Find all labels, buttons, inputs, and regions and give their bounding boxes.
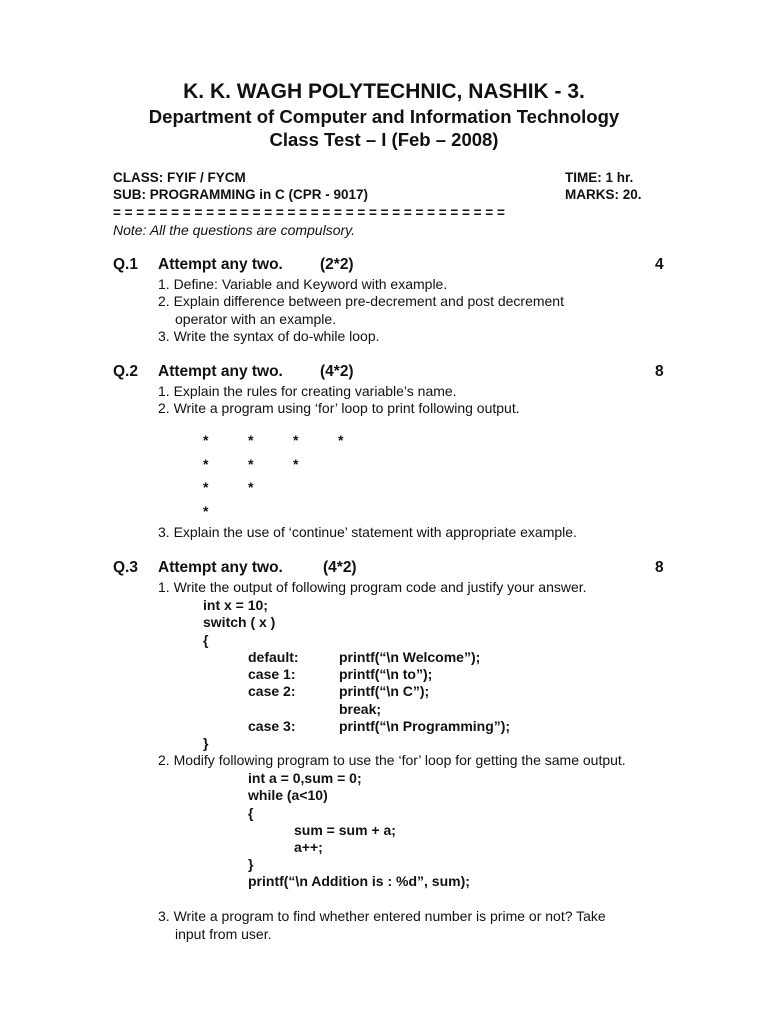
code1-stmt-default: printf(“\n Welcome”); bbox=[339, 649, 481, 665]
code1-line-3: { bbox=[203, 632, 209, 648]
code2-line-7: printf(“\n Addition is : %d”, sum); bbox=[248, 873, 470, 889]
q3-marks: 8 bbox=[655, 559, 664, 576]
q3-number: Q.3 bbox=[113, 559, 138, 576]
pattern-star: * bbox=[203, 479, 209, 495]
code2-line-3: { bbox=[248, 805, 254, 821]
code1-stmt-1: printf(“\n to”); bbox=[339, 666, 433, 682]
q1-item-2-cont: operator with an example. bbox=[175, 311, 337, 327]
q2-item-2: 2. Write a program using ‘for’ loop to print following output. bbox=[158, 400, 520, 416]
code1-case-3: case 3: bbox=[248, 718, 296, 734]
class-label: CLASS: FYIF / FYCM bbox=[113, 170, 246, 185]
subject-label: SUB: PROGRAMMING in C (CPR - 9017) bbox=[113, 187, 369, 202]
q3-title: Attempt any two. bbox=[158, 559, 283, 576]
code1-line-2: switch ( x ) bbox=[203, 614, 276, 630]
time-label: TIME: 1 hr. bbox=[565, 170, 634, 185]
pattern-star: * bbox=[248, 432, 254, 448]
q3-item-3-cont: input from user. bbox=[175, 926, 272, 942]
separator-line: = = = = = = = = = = = = = = = = = = = = = = = = = = = = = = = = = = bbox=[113, 205, 505, 220]
code1-stmt-2: printf(“\n C”); bbox=[339, 683, 430, 699]
q3-item-1: 1. Write the output of following program code and justify your answer. bbox=[158, 579, 587, 595]
pattern-star: * bbox=[248, 479, 254, 495]
pattern-star: * bbox=[338, 432, 344, 448]
q1-scheme: (2*2) bbox=[320, 256, 354, 273]
code1-line-end: } bbox=[203, 735, 209, 751]
q3-item-2: 2. Modify following program to use the ‘for’ loop for getting the same output. bbox=[158, 752, 626, 768]
q1-item-1: 1. Define: Variable and Keyword with example. bbox=[158, 276, 448, 292]
note-text: Note: All the questions are compulsory. bbox=[113, 222, 356, 238]
test-title: Class Test – I (Feb – 2008) bbox=[269, 129, 499, 150]
q3-item-3: 3. Write a program to find whether entered number is prime or not? Take bbox=[158, 908, 606, 924]
code1-line-1: int x = 10; bbox=[203, 597, 268, 613]
q2-scheme: (4*2) bbox=[320, 363, 354, 380]
pattern-star: * bbox=[248, 455, 254, 472]
pattern-star: * bbox=[203, 432, 209, 448]
code1-case-2: case 2: bbox=[248, 683, 296, 699]
code1-break: break; bbox=[339, 701, 382, 717]
q2-number: Q.2 bbox=[113, 363, 138, 380]
code2-line-6: } bbox=[248, 856, 254, 872]
q2-marks: 8 bbox=[655, 363, 664, 380]
code2-line-4: sum = sum + a; bbox=[294, 822, 396, 838]
pattern-star: * bbox=[203, 502, 209, 519]
code1-case-1: case 1: bbox=[248, 666, 296, 682]
q1-item-3: 3. Write the syntax of do-while loop. bbox=[158, 328, 380, 344]
q1-marks: 4 bbox=[655, 256, 664, 273]
code1-case-default: default: bbox=[248, 649, 299, 665]
pattern-star: * bbox=[293, 432, 299, 448]
q2-title: Attempt any two. bbox=[158, 363, 283, 380]
q1-item-2: 2. Explain difference between pre-decrement and post decrement bbox=[158, 293, 564, 309]
q1-title: Attempt any two. bbox=[158, 256, 283, 273]
department-title: Department of Computer and Information Technology bbox=[148, 106, 620, 127]
q2-item-3: 3. Explain the use of ‘continue’ statement with appropriate example. bbox=[158, 524, 577, 540]
code1-stmt-3: printf(“\n Programming”); bbox=[339, 718, 511, 734]
code2-line-2: while (a<10) bbox=[248, 787, 328, 803]
q2-item-1: 1. Explain the rules for creating variable’s name. bbox=[158, 383, 457, 399]
q1-number: Q.1 bbox=[113, 256, 138, 273]
pattern-star: * bbox=[293, 455, 299, 472]
marks-label: MARKS: 20. bbox=[565, 187, 642, 202]
institute-title: K. K. WAGH POLYTECHNIC, NASHIK - 3. bbox=[183, 80, 585, 103]
pattern-star: * bbox=[203, 455, 209, 472]
q3-scheme: (4*2) bbox=[323, 559, 357, 576]
code2-line-1: int a = 0,sum = 0; bbox=[248, 770, 362, 786]
code2-line-5: a++; bbox=[294, 839, 323, 855]
